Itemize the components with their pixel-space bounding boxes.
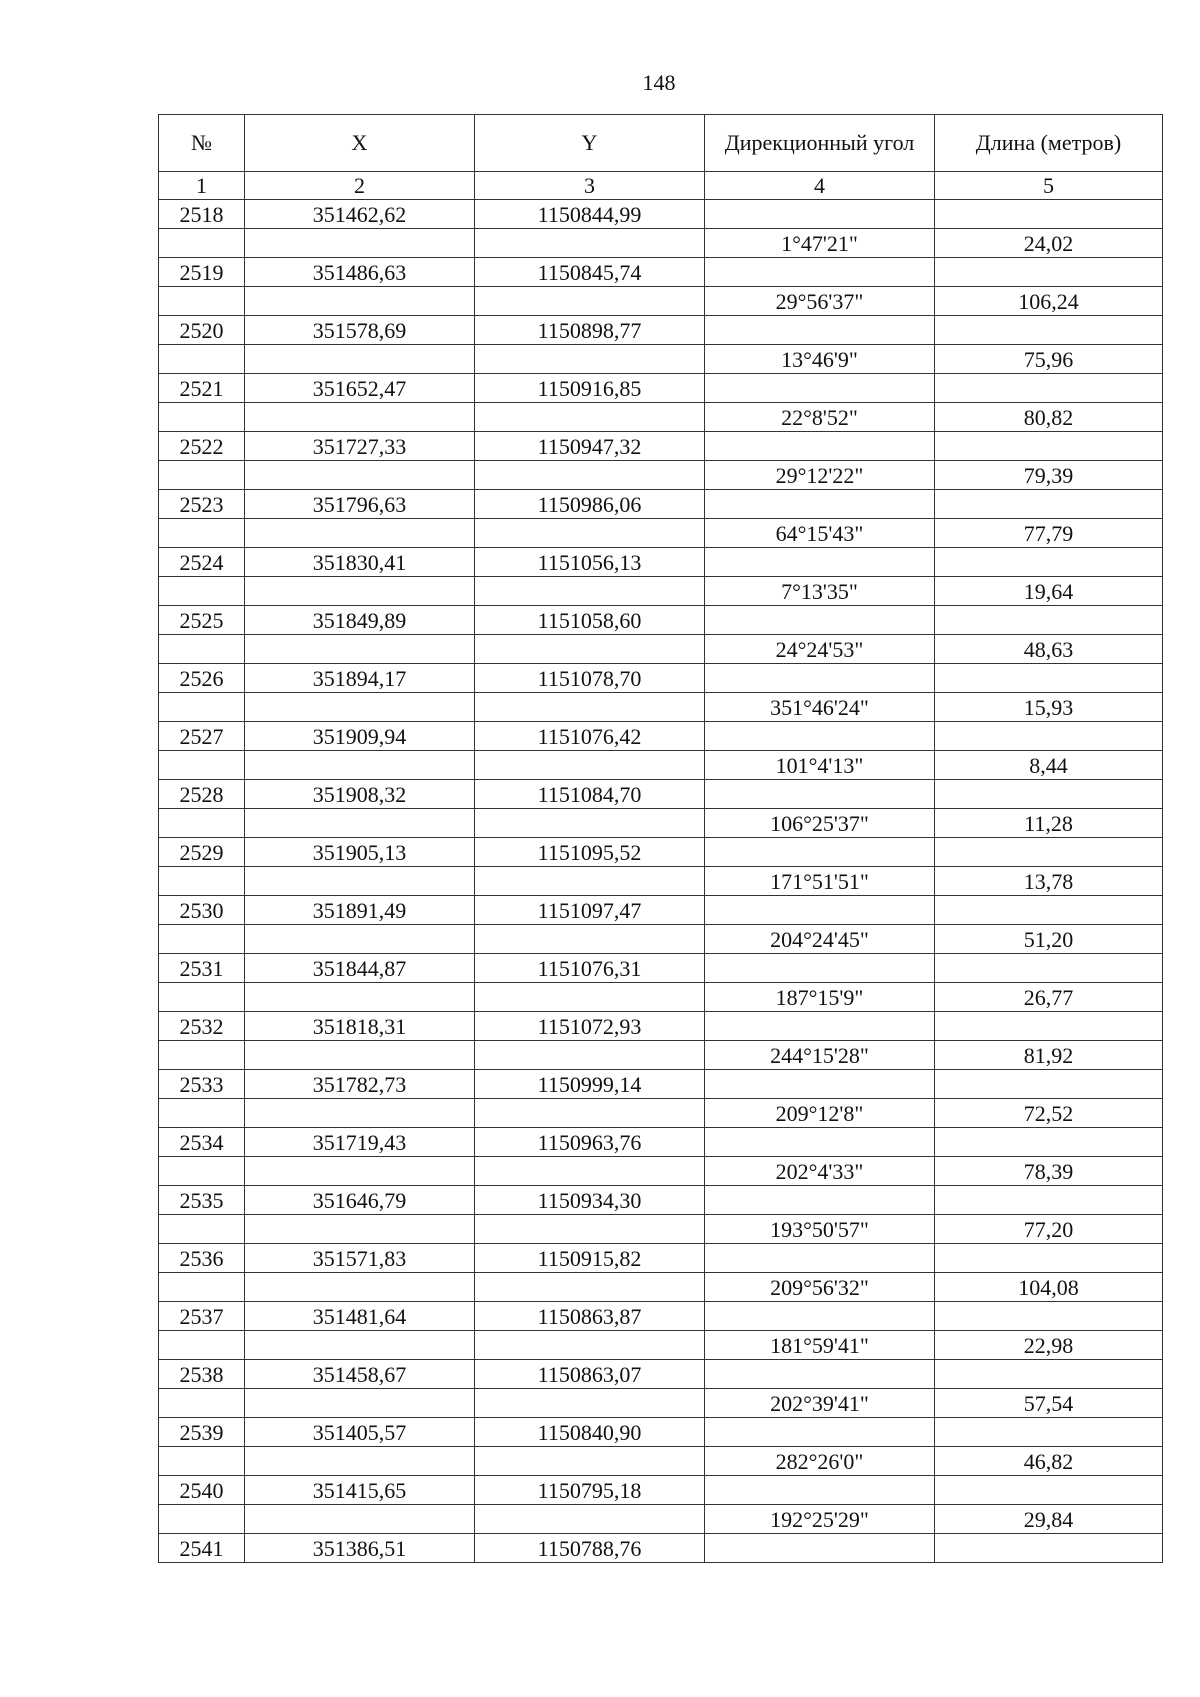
table-row xyxy=(159,1418,1163,1447)
point-number-cell: 2518 xyxy=(159,200,245,229)
table-row xyxy=(159,1157,1163,1186)
length-cell: 72,52 xyxy=(935,1099,1163,1128)
direction-angle-cell xyxy=(705,606,935,635)
length-cell xyxy=(935,1360,1163,1389)
y-coordinate-cell: 1150844,99 xyxy=(475,200,705,229)
direction-angle-cell: 64°15'43" xyxy=(705,519,935,548)
column-number: 2 xyxy=(245,172,475,200)
direction-angle-cell: 187°15'9" xyxy=(705,983,935,1012)
point-number-cell: 2525 xyxy=(159,606,245,635)
y-coordinate-cell: 1151095,52 xyxy=(475,838,705,867)
y-coordinate-cell xyxy=(475,1215,705,1244)
table-row xyxy=(159,548,1163,577)
point-number-cell: 2524 xyxy=(159,548,245,577)
length-cell xyxy=(935,1012,1163,1041)
length-cell xyxy=(935,1128,1163,1157)
table-row xyxy=(159,1360,1163,1389)
x-coordinate-cell: 351849,89 xyxy=(245,606,475,635)
length-cell: 77,79 xyxy=(935,519,1163,548)
table-row xyxy=(159,693,1163,722)
direction-angle-cell: 106°25'37" xyxy=(705,809,935,838)
point-number-cell xyxy=(159,925,245,954)
table-row xyxy=(159,1099,1163,1128)
table-row xyxy=(159,1389,1163,1418)
y-coordinate-cell xyxy=(475,693,705,722)
length-cell: 22,98 xyxy=(935,1331,1163,1360)
x-coordinate-cell: 351486,63 xyxy=(245,258,475,287)
x-coordinate-cell: 351652,47 xyxy=(245,374,475,403)
x-coordinate-cell: 351727,33 xyxy=(245,432,475,461)
point-number-cell: 2533 xyxy=(159,1070,245,1099)
point-number-cell xyxy=(159,1447,245,1476)
point-number-cell: 2534 xyxy=(159,1128,245,1157)
y-coordinate-cell xyxy=(475,1157,705,1186)
table-row xyxy=(159,838,1163,867)
table-row xyxy=(159,577,1163,606)
y-coordinate-cell: 1150986,06 xyxy=(475,490,705,519)
table-row xyxy=(159,403,1163,432)
table-row xyxy=(159,519,1163,548)
point-number-cell: 2529 xyxy=(159,838,245,867)
x-coordinate-cell xyxy=(245,1331,475,1360)
y-coordinate-cell: 1150840,90 xyxy=(475,1418,705,1447)
column-number: 4 xyxy=(705,172,935,200)
x-coordinate-cell xyxy=(245,229,475,258)
point-number-cell xyxy=(159,751,245,780)
point-number-cell xyxy=(159,867,245,896)
y-coordinate-cell: 1150863,87 xyxy=(475,1302,705,1331)
point-number-cell xyxy=(159,635,245,664)
length-cell xyxy=(935,258,1163,287)
point-number-cell: 2531 xyxy=(159,954,245,983)
table-row xyxy=(159,1273,1163,1302)
header-length: Длина (метров) xyxy=(935,115,1163,172)
x-coordinate-cell: 351458,67 xyxy=(245,1360,475,1389)
direction-angle-cell: 351°46'24" xyxy=(705,693,935,722)
length-cell xyxy=(935,664,1163,693)
x-coordinate-cell: 351830,41 xyxy=(245,548,475,577)
point-number-cell xyxy=(159,403,245,432)
y-coordinate-cell: 1151084,70 xyxy=(475,780,705,809)
x-coordinate-cell: 351386,51 xyxy=(245,1534,475,1563)
direction-angle-cell xyxy=(705,1244,935,1273)
coordinates-table xyxy=(158,114,1163,1563)
table-row xyxy=(159,258,1163,287)
point-number-cell xyxy=(159,461,245,490)
table-row xyxy=(159,1186,1163,1215)
y-coordinate-cell xyxy=(475,1389,705,1418)
length-cell xyxy=(935,722,1163,751)
x-coordinate-cell: 351782,73 xyxy=(245,1070,475,1099)
direction-angle-cell xyxy=(705,200,935,229)
x-coordinate-cell: 351894,17 xyxy=(245,664,475,693)
length-cell xyxy=(935,432,1163,461)
length-cell: 19,64 xyxy=(935,577,1163,606)
direction-angle-cell xyxy=(705,1186,935,1215)
direction-angle-cell: 7°13'35" xyxy=(705,577,935,606)
table-row xyxy=(159,287,1163,316)
point-number-cell: 2541 xyxy=(159,1534,245,1563)
header-row xyxy=(159,115,1163,172)
y-coordinate-cell: 1150845,74 xyxy=(475,258,705,287)
y-coordinate-cell xyxy=(475,867,705,896)
x-coordinate-cell: 351818,31 xyxy=(245,1012,475,1041)
x-coordinate-cell xyxy=(245,1099,475,1128)
table-row xyxy=(159,780,1163,809)
direction-angle-cell xyxy=(705,1070,935,1099)
y-coordinate-cell xyxy=(475,287,705,316)
x-coordinate-cell: 351462,62 xyxy=(245,200,475,229)
table-row xyxy=(159,316,1163,345)
x-coordinate-cell xyxy=(245,403,475,432)
length-cell: 81,92 xyxy=(935,1041,1163,1070)
point-number-cell xyxy=(159,519,245,548)
direction-angle-cell: 13°46'9" xyxy=(705,345,935,374)
table-row xyxy=(159,461,1163,490)
point-number-cell xyxy=(159,1331,245,1360)
y-coordinate-cell xyxy=(475,983,705,1012)
y-coordinate-cell: 1150947,32 xyxy=(475,432,705,461)
direction-angle-cell: 192°25'29" xyxy=(705,1505,935,1534)
point-number-cell: 2520 xyxy=(159,316,245,345)
length-cell: 104,08 xyxy=(935,1273,1163,1302)
direction-angle-cell xyxy=(705,780,935,809)
x-coordinate-cell: 351646,79 xyxy=(245,1186,475,1215)
y-coordinate-cell: 1150963,76 xyxy=(475,1128,705,1157)
length-cell: 26,77 xyxy=(935,983,1163,1012)
direction-angle-cell: 209°56'32" xyxy=(705,1273,935,1302)
x-coordinate-cell: 351905,13 xyxy=(245,838,475,867)
column-number: 5 xyxy=(935,172,1163,200)
point-number-cell xyxy=(159,1157,245,1186)
point-number-cell: 2530 xyxy=(159,896,245,925)
x-coordinate-cell: 351571,83 xyxy=(245,1244,475,1273)
x-coordinate-cell xyxy=(245,1215,475,1244)
x-coordinate-cell xyxy=(245,635,475,664)
direction-angle-cell: 29°56'37" xyxy=(705,287,935,316)
table-row xyxy=(159,1215,1163,1244)
x-coordinate-cell xyxy=(245,1041,475,1070)
direction-angle-cell: 101°4'13" xyxy=(705,751,935,780)
x-coordinate-cell xyxy=(245,1505,475,1534)
y-coordinate-cell xyxy=(475,519,705,548)
y-coordinate-cell xyxy=(475,461,705,490)
point-number-cell xyxy=(159,1041,245,1070)
x-coordinate-cell: 351415,65 xyxy=(245,1476,475,1505)
length-cell: 24,02 xyxy=(935,229,1163,258)
x-coordinate-cell xyxy=(245,925,475,954)
column-number: 3 xyxy=(475,172,705,200)
direction-angle-cell: 193°50'57" xyxy=(705,1215,935,1244)
x-coordinate-cell: 351719,43 xyxy=(245,1128,475,1157)
table-row xyxy=(159,954,1163,983)
y-coordinate-cell xyxy=(475,635,705,664)
y-coordinate-cell: 1151078,70 xyxy=(475,664,705,693)
y-coordinate-cell: 1151076,42 xyxy=(475,722,705,751)
length-cell: 77,20 xyxy=(935,1215,1163,1244)
x-coordinate-cell: 351891,49 xyxy=(245,896,475,925)
table-row xyxy=(159,1070,1163,1099)
y-coordinate-cell: 1150795,18 xyxy=(475,1476,705,1505)
x-coordinate-cell xyxy=(245,461,475,490)
column-number-row xyxy=(159,172,1163,200)
direction-angle-cell xyxy=(705,548,935,577)
y-coordinate-cell xyxy=(475,1505,705,1534)
table-row xyxy=(159,983,1163,1012)
direction-angle-cell xyxy=(705,374,935,403)
y-coordinate-cell xyxy=(475,1099,705,1128)
table-row xyxy=(159,1447,1163,1476)
table-row xyxy=(159,1331,1163,1360)
point-number-cell xyxy=(159,1389,245,1418)
point-number-cell: 2527 xyxy=(159,722,245,751)
direction-angle-cell: 204°24'45" xyxy=(705,925,935,954)
direction-angle-cell xyxy=(705,1012,935,1041)
length-cell: 75,96 xyxy=(935,345,1163,374)
length-cell: 11,28 xyxy=(935,809,1163,838)
point-number-cell: 2526 xyxy=(159,664,245,693)
table-row xyxy=(159,751,1163,780)
point-number-cell xyxy=(159,1099,245,1128)
y-coordinate-cell: 1151076,31 xyxy=(475,954,705,983)
table-row xyxy=(159,1012,1163,1041)
direction-angle-cell xyxy=(705,838,935,867)
direction-angle-cell xyxy=(705,722,935,751)
x-coordinate-cell: 351405,57 xyxy=(245,1418,475,1447)
table-row xyxy=(159,490,1163,519)
point-number-cell: 2536 xyxy=(159,1244,245,1273)
x-coordinate-cell: 351578,69 xyxy=(245,316,475,345)
table-body xyxy=(159,200,1163,1563)
length-cell xyxy=(935,374,1163,403)
x-coordinate-cell xyxy=(245,751,475,780)
x-coordinate-cell: 351909,94 xyxy=(245,722,475,751)
length-cell xyxy=(935,1302,1163,1331)
x-coordinate-cell xyxy=(245,693,475,722)
length-cell: 15,93 xyxy=(935,693,1163,722)
direction-angle-cell xyxy=(705,258,935,287)
y-coordinate-cell: 1150898,77 xyxy=(475,316,705,345)
table-row xyxy=(159,229,1163,258)
direction-angle-cell xyxy=(705,1476,935,1505)
direction-angle-cell xyxy=(705,664,935,693)
x-coordinate-cell: 351796,63 xyxy=(245,490,475,519)
length-cell xyxy=(935,1070,1163,1099)
point-number-cell xyxy=(159,345,245,374)
y-coordinate-cell xyxy=(475,403,705,432)
point-number-cell xyxy=(159,229,245,258)
point-number-cell xyxy=(159,1215,245,1244)
header-direction-angle: Дирекционный угол xyxy=(705,115,935,172)
length-cell xyxy=(935,200,1163,229)
length-cell xyxy=(935,780,1163,809)
length-cell: 8,44 xyxy=(935,751,1163,780)
point-number-cell: 2540 xyxy=(159,1476,245,1505)
table-row xyxy=(159,664,1163,693)
table-row xyxy=(159,635,1163,664)
table-row xyxy=(159,1534,1163,1563)
y-coordinate-cell: 1151058,60 xyxy=(475,606,705,635)
table-row xyxy=(159,1128,1163,1157)
length-cell: 29,84 xyxy=(935,1505,1163,1534)
y-coordinate-cell: 1151072,93 xyxy=(475,1012,705,1041)
y-coordinate-cell xyxy=(475,925,705,954)
y-coordinate-cell: 1150863,07 xyxy=(475,1360,705,1389)
direction-angle-cell xyxy=(705,896,935,925)
point-number-cell: 2532 xyxy=(159,1012,245,1041)
header-y: Y xyxy=(475,115,705,172)
y-coordinate-cell xyxy=(475,751,705,780)
table-row xyxy=(159,1505,1163,1534)
length-cell xyxy=(935,838,1163,867)
direction-angle-cell xyxy=(705,1360,935,1389)
direction-angle-cell xyxy=(705,1534,935,1563)
length-cell: 48,63 xyxy=(935,635,1163,664)
direction-angle-cell: 24°24'53" xyxy=(705,635,935,664)
y-coordinate-cell: 1150934,30 xyxy=(475,1186,705,1215)
y-coordinate-cell: 1150788,76 xyxy=(475,1534,705,1563)
length-cell xyxy=(935,548,1163,577)
x-coordinate-cell: 351844,87 xyxy=(245,954,475,983)
direction-angle-cell xyxy=(705,1128,935,1157)
length-cell xyxy=(935,1244,1163,1273)
point-number-cell xyxy=(159,1273,245,1302)
table-row xyxy=(159,809,1163,838)
y-coordinate-cell xyxy=(475,345,705,374)
direction-angle-cell: 209°12'8" xyxy=(705,1099,935,1128)
length-cell xyxy=(935,1476,1163,1505)
point-number-cell xyxy=(159,983,245,1012)
y-coordinate-cell: 1150915,82 xyxy=(475,1244,705,1273)
y-coordinate-cell: 1151097,47 xyxy=(475,896,705,925)
length-cell: 46,82 xyxy=(935,1447,1163,1476)
point-number-cell: 2539 xyxy=(159,1418,245,1447)
table-row xyxy=(159,345,1163,374)
table-row xyxy=(159,896,1163,925)
table-row xyxy=(159,432,1163,461)
y-coordinate-cell xyxy=(475,1041,705,1070)
x-coordinate-cell: 351908,32 xyxy=(245,780,475,809)
point-number-cell: 2528 xyxy=(159,780,245,809)
column-number: 1 xyxy=(159,172,245,200)
length-cell xyxy=(935,1418,1163,1447)
page-number: 148 xyxy=(642,70,676,95)
y-coordinate-cell: 1150999,14 xyxy=(475,1070,705,1099)
y-coordinate-cell xyxy=(475,229,705,258)
table-row xyxy=(159,1041,1163,1070)
length-cell xyxy=(935,316,1163,345)
table-row xyxy=(159,722,1163,751)
y-coordinate-cell xyxy=(475,1273,705,1302)
length-cell: 13,78 xyxy=(935,867,1163,896)
y-coordinate-cell: 1150916,85 xyxy=(475,374,705,403)
x-coordinate-cell xyxy=(245,1389,475,1418)
direction-angle-cell xyxy=(705,490,935,519)
table-row xyxy=(159,867,1163,896)
point-number-cell xyxy=(159,1505,245,1534)
y-coordinate-cell xyxy=(475,809,705,838)
length-cell xyxy=(935,606,1163,635)
length-cell: 80,82 xyxy=(935,403,1163,432)
x-coordinate-cell xyxy=(245,1157,475,1186)
header-number: № xyxy=(159,115,245,172)
direction-angle-cell: 22°8'52" xyxy=(705,403,935,432)
direction-angle-cell: 202°39'41" xyxy=(705,1389,935,1418)
table-row xyxy=(159,374,1163,403)
x-coordinate-cell xyxy=(245,867,475,896)
direction-angle-cell: 282°26'0" xyxy=(705,1447,935,1476)
x-coordinate-cell xyxy=(245,1273,475,1302)
point-number-cell: 2535 xyxy=(159,1186,245,1215)
x-coordinate-cell xyxy=(245,345,475,374)
point-number-cell: 2519 xyxy=(159,258,245,287)
point-number-cell xyxy=(159,693,245,722)
direction-angle-cell xyxy=(705,1302,935,1331)
header-x: X xyxy=(245,115,475,172)
table-row xyxy=(159,1302,1163,1331)
length-cell: 51,20 xyxy=(935,925,1163,954)
table-row xyxy=(159,1244,1163,1273)
y-coordinate-cell xyxy=(475,1447,705,1476)
x-coordinate-cell xyxy=(245,287,475,316)
x-coordinate-cell: 351481,64 xyxy=(245,1302,475,1331)
direction-angle-cell: 244°15'28" xyxy=(705,1041,935,1070)
length-cell xyxy=(935,954,1163,983)
length-cell xyxy=(935,1534,1163,1563)
direction-angle-cell: 29°12'22" xyxy=(705,461,935,490)
length-cell xyxy=(935,896,1163,925)
length-cell xyxy=(935,490,1163,519)
length-cell: 57,54 xyxy=(935,1389,1163,1418)
direction-angle-cell: 181°59'41" xyxy=(705,1331,935,1360)
x-coordinate-cell xyxy=(245,577,475,606)
x-coordinate-cell xyxy=(245,983,475,1012)
length-cell xyxy=(935,1186,1163,1215)
y-coordinate-cell xyxy=(475,577,705,606)
point-number-cell: 2523 xyxy=(159,490,245,519)
direction-angle-cell xyxy=(705,432,935,461)
point-number-cell xyxy=(159,809,245,838)
table-row xyxy=(159,925,1163,954)
length-cell: 106,24 xyxy=(935,287,1163,316)
x-coordinate-cell xyxy=(245,519,475,548)
y-coordinate-cell xyxy=(475,1331,705,1360)
direction-angle-cell: 202°4'33" xyxy=(705,1157,935,1186)
point-number-cell xyxy=(159,287,245,316)
length-cell: 79,39 xyxy=(935,461,1163,490)
table-row xyxy=(159,606,1163,635)
direction-angle-cell xyxy=(705,316,935,345)
x-coordinate-cell xyxy=(245,809,475,838)
direction-angle-cell: 171°51'51" xyxy=(705,867,935,896)
point-number-cell: 2538 xyxy=(159,1360,245,1389)
point-number-cell: 2537 xyxy=(159,1302,245,1331)
direction-angle-cell xyxy=(705,954,935,983)
y-coordinate-cell: 1151056,13 xyxy=(475,548,705,577)
x-coordinate-cell xyxy=(245,1447,475,1476)
length-cell: 78,39 xyxy=(935,1157,1163,1186)
direction-angle-cell xyxy=(705,1418,935,1447)
point-number-cell: 2521 xyxy=(159,374,245,403)
table-row xyxy=(159,200,1163,229)
point-number-cell: 2522 xyxy=(159,432,245,461)
table-row xyxy=(159,1476,1163,1505)
point-number-cell xyxy=(159,577,245,606)
direction-angle-cell: 1°47'21" xyxy=(705,229,935,258)
